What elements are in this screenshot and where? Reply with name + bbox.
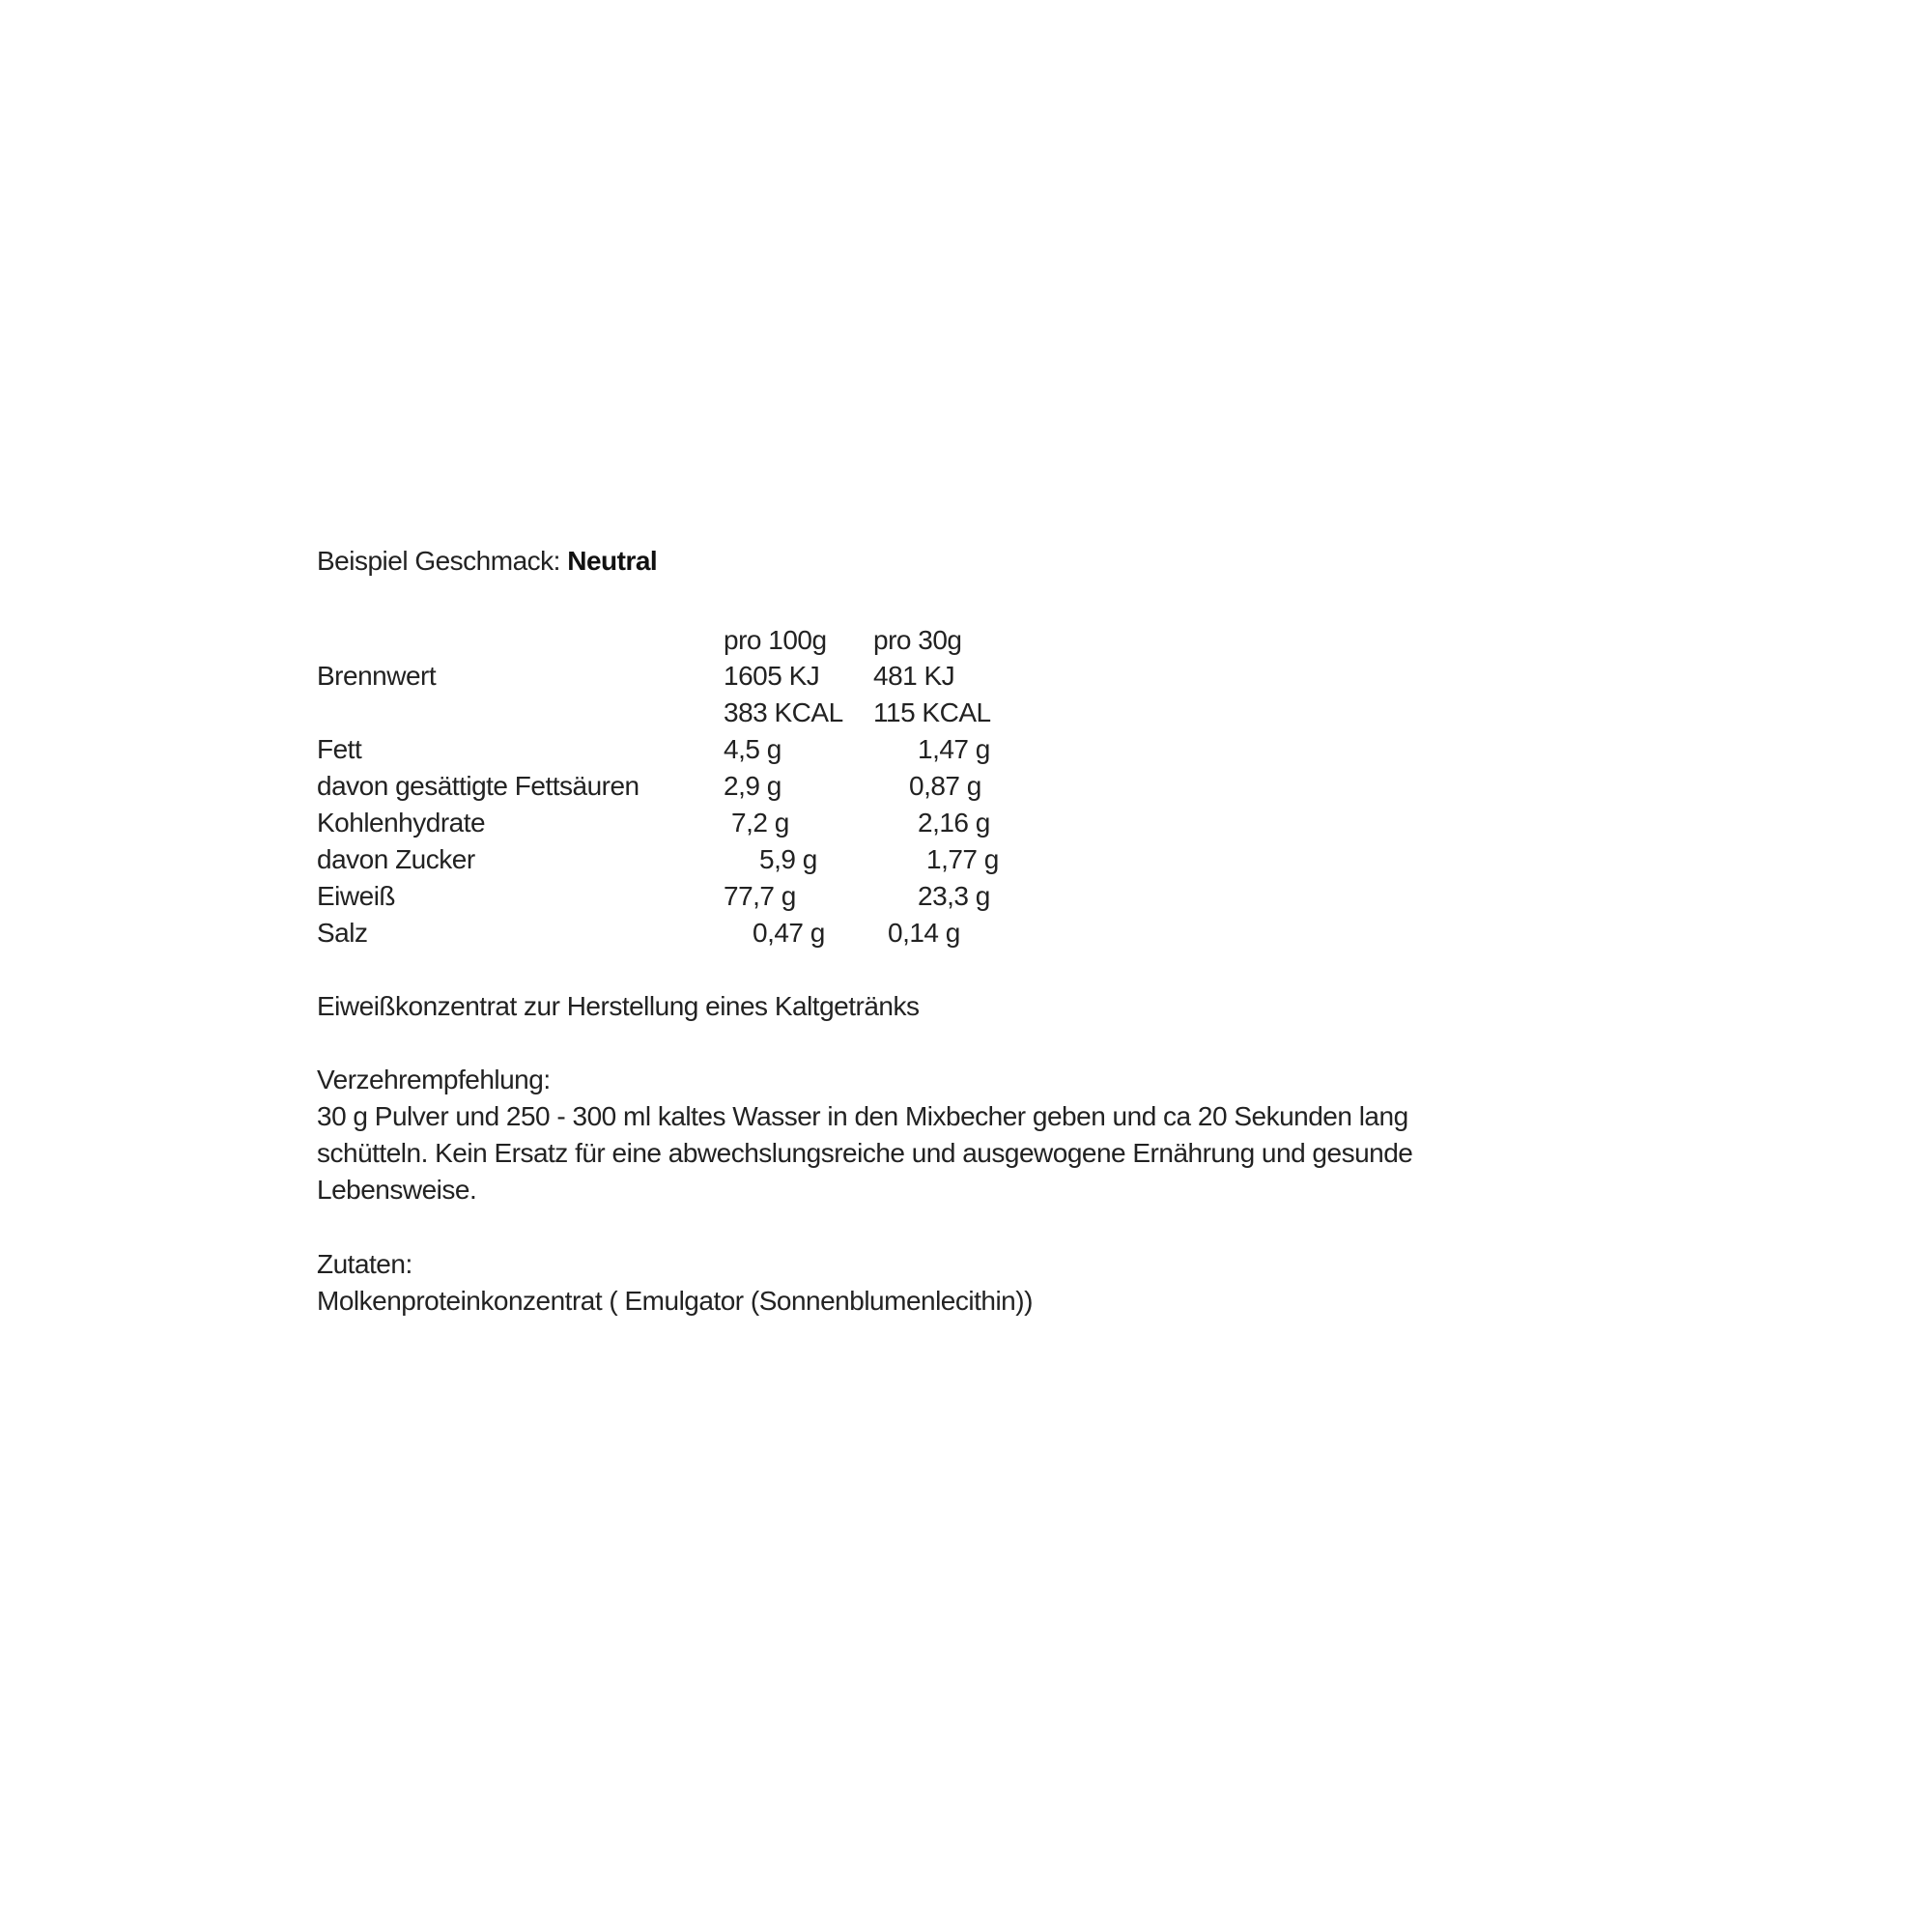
flavor-line — [317, 543, 657, 580]
row-per30: 2,16 g — [918, 808, 990, 838]
row-per100: 4,5 g — [724, 734, 781, 764]
row-name: davon Zucker — [317, 844, 475, 874]
row-per100: 1605 KJ — [724, 661, 820, 691]
flavor-value: Neutral — [567, 546, 658, 576]
ingredients-text: Molkenproteinkonzentrat ( Emulgator (Sonnenblumenlecithin)) — [317, 1286, 1033, 1316]
row-name: Fett — [317, 734, 362, 764]
recommendation-text: 30 g Pulver und 250 - 300 ml kaltes Wasser in den Mixbecher geben und ca 20 Sekunden lang — [317, 1101, 1408, 1131]
recommendation-text: Lebensweise. — [317, 1175, 477, 1205]
row-per30: 23,3 g — [918, 881, 990, 911]
row-per100: 2,9 g — [724, 771, 781, 801]
row-per100: 5,9 g — [759, 844, 817, 874]
row-per30: 115 KCAL — [873, 697, 991, 727]
recommendation-heading: Verzehrempfehlung: — [317, 1065, 551, 1094]
row-per30: 1,47 g — [918, 734, 990, 764]
product-description: Eiweißkonzentrat zur Herstellung eines Kaltgetränks — [317, 991, 920, 1021]
header-per100: pro 100g — [724, 625, 827, 655]
row-per100: 7,2 g — [731, 808, 789, 838]
row-per30: 481 KJ — [873, 661, 955, 691]
row-per100: 77,7 g — [724, 881, 796, 911]
ingredients-heading: Zutaten: — [317, 1249, 412, 1279]
row-per100: 383 KCAL — [724, 697, 843, 727]
row-name: Eiweiß — [317, 881, 396, 911]
row-per30: 1,77 g — [926, 844, 999, 874]
header-per30: pro 30g — [873, 625, 962, 655]
row-per100: 0,47 g — [753, 918, 825, 948]
row-per30: 0,14 g — [888, 918, 960, 948]
row-per30: 0,87 g — [909, 771, 981, 801]
row-name: Kohlenhydrate — [317, 808, 486, 838]
row-name: davon gesättigte Fettsäuren — [317, 771, 639, 801]
row-name: Brennwert — [317, 661, 437, 691]
flavor-label: Beispiel Geschmack: — [317, 546, 560, 576]
recommendation-text: schütteln. Kein Ersatz für eine abwechslungsreiche und ausgewogene Ernährung und gesunde — [317, 1138, 1413, 1168]
row-name: Salz — [317, 918, 368, 948]
